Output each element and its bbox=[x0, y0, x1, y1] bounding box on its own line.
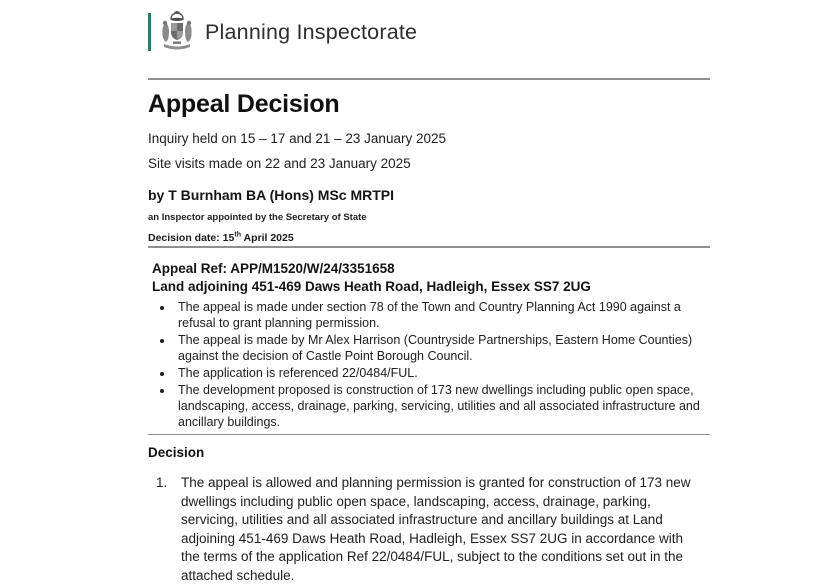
inspector-role-line: an Inspector appointed by the Secretary of State bbox=[148, 212, 367, 223]
appeal-bullet: • The development proposed is construction of 173 new dwellings including public open space, landscaping, access, drainage, parking, servicing, utilities and all associated infrastructure and ancillary buildings. bbox=[174, 382, 710, 430]
appeal-bullet: • The appeal is made by Mr Alex Harrison (Countryside Partnerships, Eastern Home Counties) against the decision of Castle Point Borough Council. bbox=[174, 332, 710, 364]
appeal-bullet-list bbox=[152, 299, 710, 430]
inquiry-held-line: Inquiry held on 15 – 17 and 21 – 23 January 2025 bbox=[148, 131, 446, 146]
brand-bar bbox=[148, 13, 151, 51]
appeal-site-address-line: Land adjoining 451-469 Daws Heath Road, Hadleigh, Essex SS7 2UG bbox=[152, 278, 591, 294]
appeal-block-divider bbox=[148, 434, 710, 435]
decision-date-ordinal: th bbox=[234, 231, 241, 239]
appeal-reference-block bbox=[148, 260, 710, 430]
decision-date-prefix: Decision date: 15 bbox=[148, 232, 235, 244]
decision-date-suffix: April 2025 bbox=[240, 232, 294, 244]
appeal-ref-line: Appeal Ref: APP/M1520/W/24/3351658 bbox=[152, 261, 395, 276]
decision-date-line bbox=[148, 232, 710, 244]
appeal-bullet: • The appeal is made under section 78 of the Town and Country Planning Act 1990 against a refusal to grant planning permission. bbox=[174, 299, 710, 331]
royal-coat-of-arms-icon bbox=[158, 10, 196, 54]
decision-paragraph bbox=[148, 474, 710, 585]
decision-paragraph-text: The appeal is allowed and planning permission is granted for construction of 173 new dwellings including public open space, landscaping, access, drainage, parking, servicing, utilities and all associated infrastructure and ancillary buildings at Land adjoining 451-469 Daws Heath Road, Hadleigh, Essex SS7 2UG in accordance with the terms of the application Ref 22/0484/FUL, subject to the conditions set out in the attached schedule. bbox=[181, 475, 691, 583]
inspector-name-line: by T Burnham BA (Hons) MSc MRTPI bbox=[148, 187, 395, 203]
top-divider bbox=[148, 78, 710, 80]
decision-paragraph-number: 1. bbox=[156, 475, 168, 490]
document-page bbox=[148, 0, 710, 585]
decision-date-divider bbox=[148, 246, 710, 248]
logo-text: Planning Inspectorate bbox=[205, 19, 418, 44]
decision-section-heading: Decision bbox=[148, 445, 205, 460]
page-title: Appeal Decision bbox=[148, 90, 340, 118]
header bbox=[148, 9, 710, 55]
site-visits-line: Site visits made on 22 and 23 January 2025 bbox=[148, 156, 411, 171]
appeal-bullet: • The application is referenced 22/0484/FUL. bbox=[174, 365, 710, 381]
